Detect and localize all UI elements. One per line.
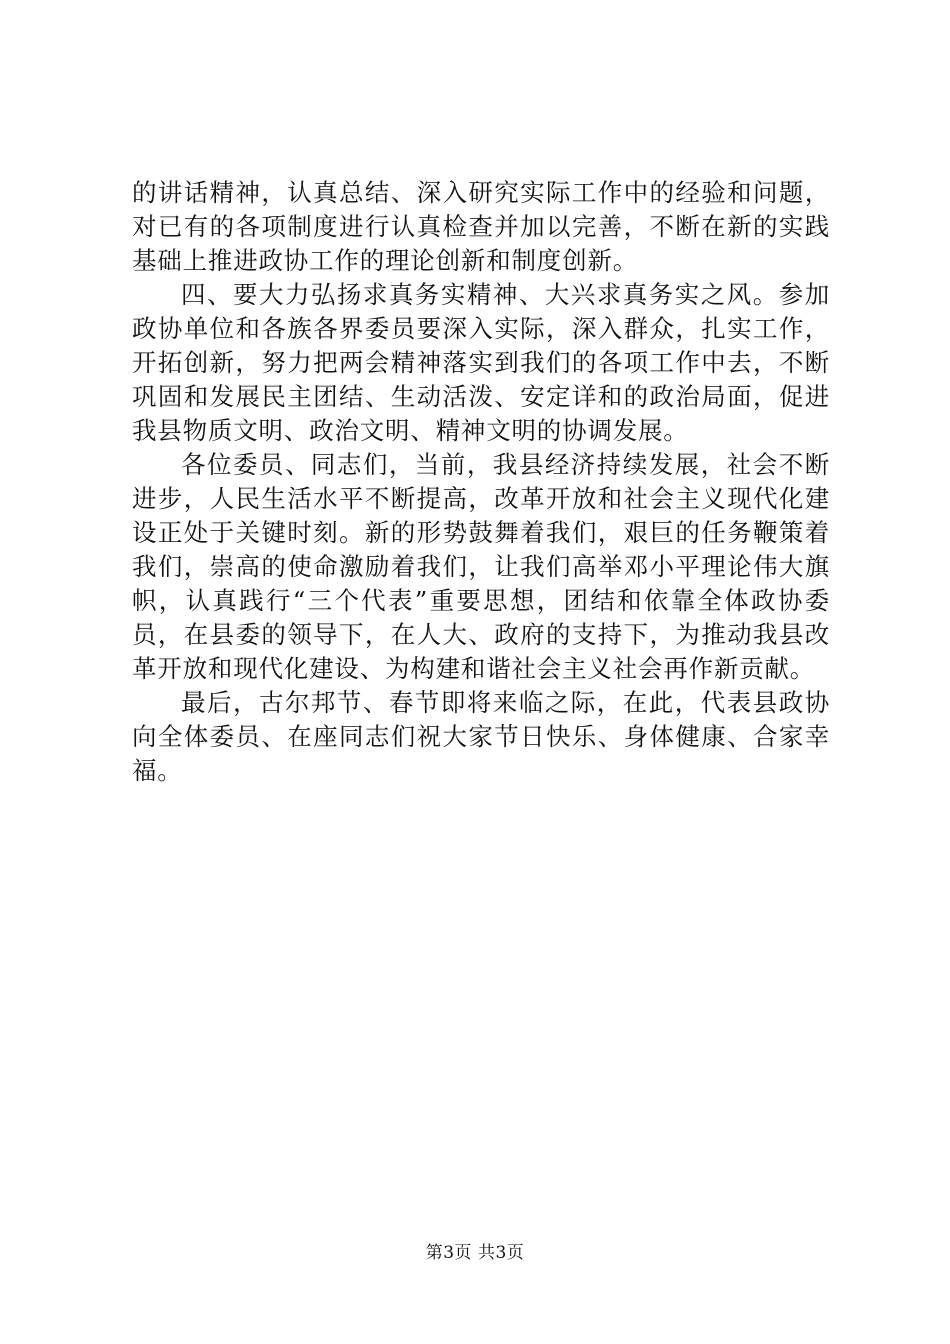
paragraph-address: 各位委员、同志们，当前，我县经济持续发展，社会不断进步，人民生活水平不断提高，改革开放和社会主义现代化建设正处于关键时刻。新的形势鼓舞着我们，艰巨的任务鞭策着我们，崇高的使命激励着我们，让我们高举邓小平理论伟大旗帜，认真践行“三个代表”重要思想，团结和依靠全体政协委员，在县委的领导下，在人大、政府的支持下，为推动我县改革开放和现代化建设、为构建和谐社会主义社会再作新贡献。 xyxy=(132,450,830,683)
page-number-footer: 第3页 共3页 xyxy=(425,1243,525,1263)
paragraph-section-four: 四、要大力弘扬求真务实精神、大兴求真务实之风。参加政协单位和各族各界委员要深入实际，深入群众，扎实工作，开拓创新，努力把两会精神落实到我们的各项工作中去，不断巩固和发展民主团结、生动活泼、安定详和的政治局面，促进我县物质文明、政治文明、精神文明的协调发展。 xyxy=(132,280,830,445)
paragraph-continuation: 的讲话精神，认真总结、深入研究实际工作中的经验和问题，对已有的各项制度进行认真检查并加以完善，不断在新的实践基础上推进政协工作的理论创新和制度创新。 xyxy=(132,178,830,275)
document-body xyxy=(132,176,830,788)
paragraph-closing: 最后，古尔邦节、春节即将来临之际，在此，代表县政协向全体委员、在座同志们祝大家节日快乐、身体健康、合家幸福。 xyxy=(132,688,830,785)
